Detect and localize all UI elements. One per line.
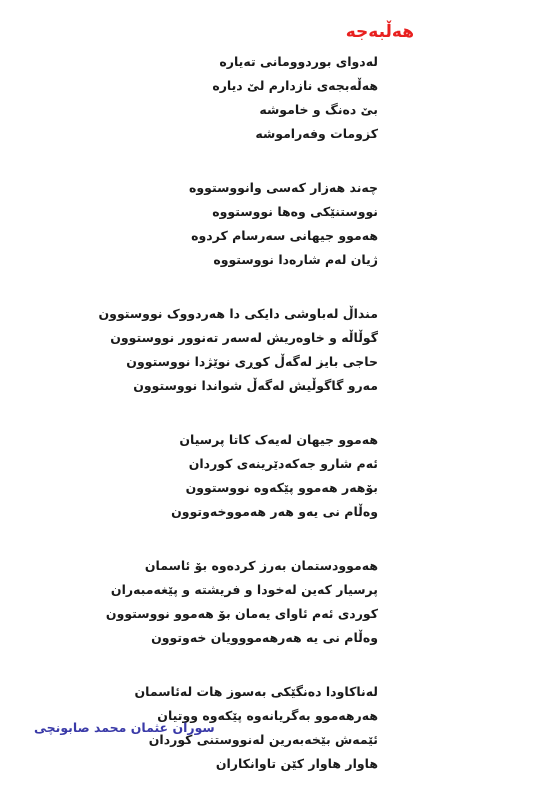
poem-line: هەموودستمان بەرز کردەوە بۆ ئاسمان xyxy=(144,558,378,573)
poem-line: وەڵام نی یەو هەر هەمووخەوتوون xyxy=(171,504,378,519)
poem-line: هەڵەبجەی نازدارم لێ دیارە xyxy=(212,78,378,93)
poem-line: لەدوای بوردوومانی تەیارە xyxy=(219,54,378,69)
poem-line: هاوار هاوار کێن تاوانکاران xyxy=(215,756,378,771)
poem-line: منداڵ لەباوشی دایکی دا هەردووک نووستوون xyxy=(98,306,378,321)
stanza xyxy=(38,302,378,398)
stanza xyxy=(38,50,378,146)
poem-line: بۆهەر هەموو پێکەوە نووستوون xyxy=(185,480,378,495)
poem-line: بێ دەنگ و خاموشە xyxy=(259,102,378,117)
poem-line: پرسیار کەین لەخودا و فریشتە و پێغەمبەران xyxy=(110,582,378,597)
poem-line: هەرهەموو بەگریانەوە پێکەوە ووتیان xyxy=(157,708,378,723)
stanza xyxy=(38,176,378,272)
poem-line: گوڵاڵە و خاوەریش لەسەر تەنوور نووستوون xyxy=(110,330,378,345)
author-name: سوران عثمان محمد صابونچی xyxy=(34,720,215,735)
poem-title: هەڵبەجە xyxy=(345,22,414,42)
poem-line: هەموو جیهانی سەرسام کردوە xyxy=(191,228,378,243)
poem-line: وەڵام نی یە هەرهەمووویان خەوتوون xyxy=(151,630,378,645)
poem-line: نووستنێکی وەها نووستووە xyxy=(212,204,378,219)
poem-line: هەموو جیهان لەیەک کاتا پرسیان xyxy=(179,432,378,447)
poem-line: کزومات وفەراموشە xyxy=(255,126,378,141)
poem-line: چەند هەزار کەسی وانووستووە xyxy=(188,180,378,195)
stanza xyxy=(38,554,378,650)
poem-line: لەناکاودا دەنگێکی بەسوز هات لەئاسمان xyxy=(134,684,378,699)
poem-line: مەرو گاگوڵیش لەگەڵ شواندا نووستوون xyxy=(133,378,378,393)
poem-body xyxy=(38,50,378,806)
poem-line: کوردی ئەم ئاوای یەمان بۆ هەموو نووستوون xyxy=(105,606,378,621)
poem-line: ئێمەش بێخەبەرین لەنووستنی کوردان xyxy=(148,732,378,747)
poem-line: ژیان لەم شارەدا نووستووە xyxy=(213,252,378,267)
poem-line: ئەم شارو جەکەدێرینەی کوردان xyxy=(188,456,378,471)
stanza xyxy=(38,428,378,524)
poem-line: حاجی بایز لەگەڵ کوڕی نوێژدا نووستوون xyxy=(126,354,378,369)
